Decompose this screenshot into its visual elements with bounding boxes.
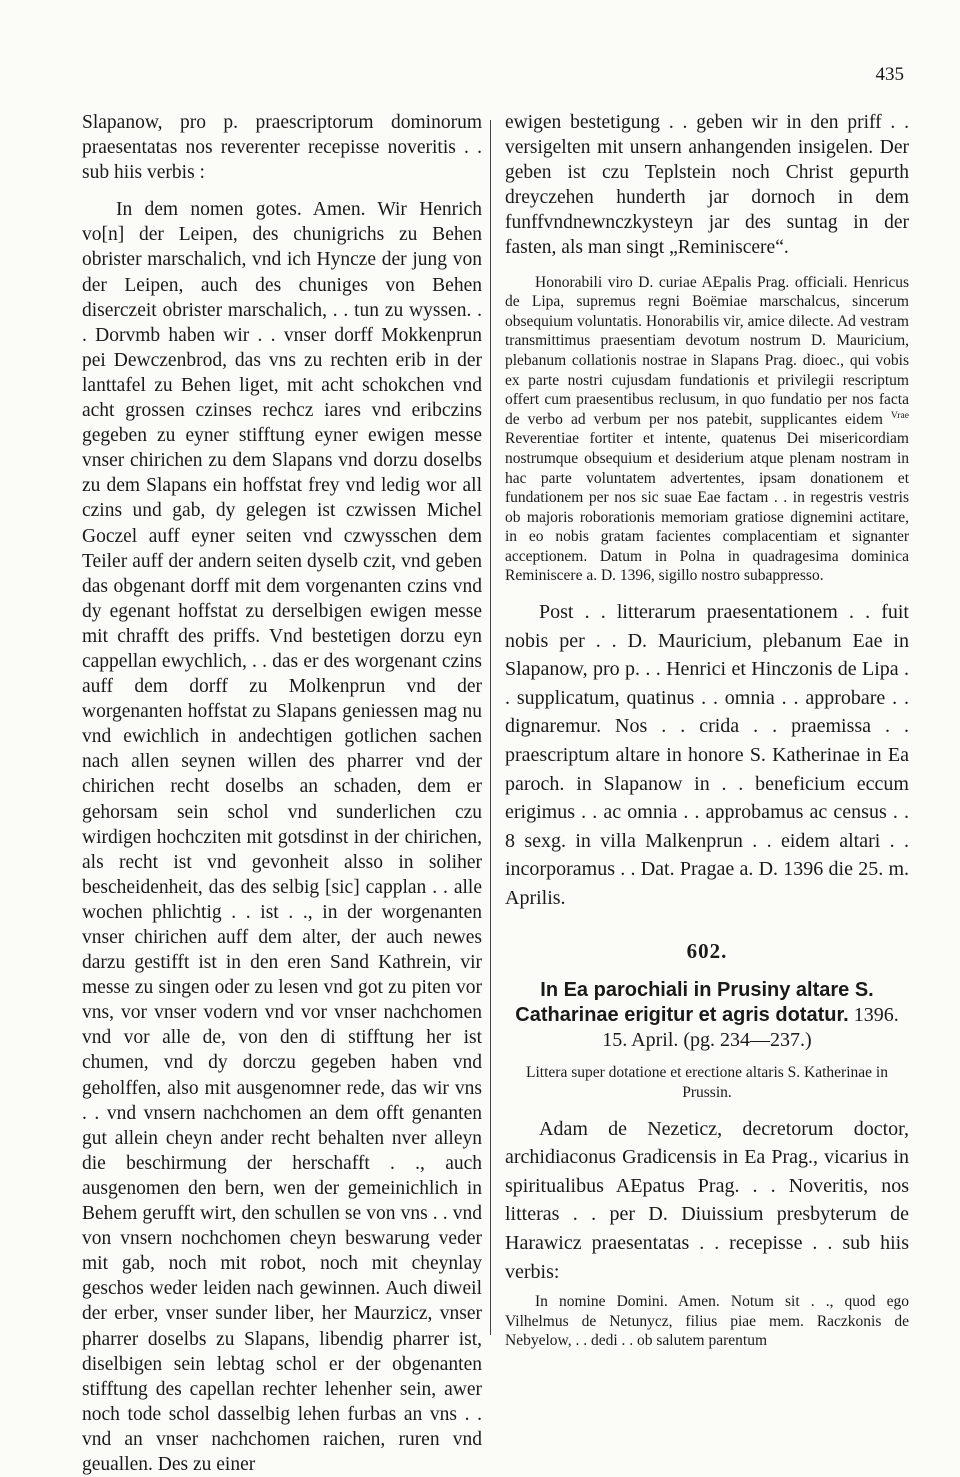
document-heading [505,978,909,1053]
right-paragraph-1: ewigen bestetigung . . geben wir in den priff . . versigelten mit unsern anhangenden insigelen. Der geben ist czu Teplstein noch Christ gepurth dreyczehen hunderth jar dornoch in dem funffvndnewnczkysteyn jar des suntag in der fasten, als man singt „Reminiscere“. [505,112,909,259]
right-paragraph-2-text: Honorabili viro D. curiae AEpalis Prag. officiali. Henricus de Lipa, supremus regni Boëmiae marschalcus, sincerum obsequium voluntatis. Honorabilis vir, amice dilecte. Ad vestram transmittimus praesentiam devotum nostrum D. Mauricium, plebanum collationis nostrae in Slapans Prag. dioec., qui vobis ex parte nostri cujusdam fundationis et privilegii rescriptum offert cum praesentibus reclusum, in quo fundatio per nos facta de verbo ad verbum per nos patebit, supplicantes eidem [505,273,909,428]
document-caption: Littera super dotatione et erectione altaris S. Katherinae in Prussin. [526,1063,888,1101]
left-column [82,110,482,1477]
page-number: 435 [875,64,904,85]
right-paragraph-2 [505,273,909,587]
right-paragraph-4: Adam de Nezeticz, decretorum doctor, archidiaconus Gradicensis in Ea Prag., vicarius in spiritualibus AEpatus Prag. . . Noveritis, nos litteras . . per D. Diuissium presbyterum de Harawicz praesentatas . . recepisse . . sub hiis verbis: [505,1117,909,1283]
document-heading-date: 1396. 15. April. (pg. 234—237.) [602,1003,899,1051]
superscript-vrae: Vrae [890,409,909,421]
document-number: 602. [686,938,728,963]
right-column [505,110,909,1351]
document-heading-title: In Ea parochiali in Prusiny altare S. Catharinae erigitur et agris dotatur. [515,978,874,1026]
right-paragraph-3: Post . . litterarum praesentationem . . fuit nobis per . . D. Mauricium, plebanum Eae in Slapanow, pro p. . . Henrici et Hinczonis de Lipa . . supplicatum, quatinus . . omnia . . approbare . . dignaremur. Nos . . crida . . praemissa . . praescriptum altare in honore S. Katherinae in Ea paroch. in Slapanow in . . beneficium eccum erigimus . . ac omnia . . approbamus ac census . . 8 sexg. in villa Malkenprun . . eidem altari . . incorporamus . . Dat. Pragae a. D. 1396 die 25. m. Aprilis. [505,601,909,909]
right-paragraph-2-tail: Reverentiae fortiter et intente, quatenus Dei misericordiam nostrumque obsequium et desiderium atque plenam nostram in hac parte voluntatem advertentes, ipsam donationem et fundationem per nos sic suae Eae factam . . in regestris vestris ob majoris roborationis memoriam gratiose dignemini actitare, in eo nobis gratam facientes complacentiam et signanter acceptionem. Datum in Polna in quadragesima dominica Reminiscere a. D. 1396, sigillo nostro subappresso. [505,430,909,585]
column-divider [490,120,491,1335]
left-paragraph-2: In dem nomen gotes. Amen. Wir Henrich vo[n] der Leipen, des chunigrichs zu Behen obrister marschalich, vnd ich Hyncze der jung von der Leipen, auch des chuniges von Behen diserczeit obrister marschalich, . . tun zu wyssen. . . Dorvmb haben wir . . vnser dorff Mokkenprun pei Dewczenbrod, das vns zu rechten erib in der lanttafel zu Behen liget, mit acht schokchen vnd acht grossen czinses rechcz iares vnd eribczins gegeben zu eyner stifftung eyner ewigen messe vnser chirichen zu dem Slapans vnd dorzu doselbs zu dem Slapans ein hoffstat frey vnd ledig wor all czins und gab, dy gelegen ist czwissen Michel Goczel auff eyner seiten vnd czwysschen dem Teiler auff der andern seiten dyselb czit, vnd geben das obgenant dorff mit dem vorgenanten czins vnd dy egenant hoffstat zu derselbigen ewigen messe mit chrafft des priffs. Vnd bestetigen dorzu eyn cappellan ewychlich, . . das er des worgenant czins auff dem dorff zu Molkenprun vnd der worgenanten hoffstat zu Slapans geniessen mag nu vnd ewichlich in andechtigen gotlichen sachen nach allen seynen willen des pharrer vnd der chirichen recht doselbs an schaden, dem er gehorsam sein schol vnd sunderlichen czu wirdigen hochcziten mit gotsdinst in der chirichen, als recht ist vnd gevonheit alsso in soliher bescheidenheit, das des selbig [sic] capplan . . alle wochen phlichtig . . ist . ., in der worgenanten vnser chirichen auff dem alter, der auch newes darzu gestifft ist in den eren Sand Kathrein, vir messe zu singen oder zu lesen vnd got zu piten vor vns, vor vnser vodern vnd vor vnser nachchomen vnd vor alle de, von den di stifftung her ist chumen, vnd dy dorczu gegeben haben vnd geholffen, also mit ausgenomner rede, das wir vns . . vnd vnsern nachchomen an dem offt genanten gut allein cheyn ander recht behalten nver alleyn die beschirmung der herschafft . ., auch ausgenomen den bern, wen der gemeinichlich in Behem gerufft wirt, den schullen se von vns . . vnd von vnsern nochchomen cheyn beswarung veder mit gab, noch mit robot, noch mit cheynlay geschos weder leiden nach gewinnen. Auch diweil der erber, vnser sunder liber, her Maurzicz, vnser pharrer doselbs zu Slapans, libendig pharrer ist, diselbigen sein lebtag schol er der obgenanten stifftung des capellan rechter lehenher sein, awer noch tode schol dasselbig lehen furbas an vns . . vnd an vnser nachchomen raichen, ruren vnd geuallen. Des zu einer [82,199,482,1475]
left-paragraph-1: Slapanow, pro p. praescriptorum dominorum praesentatas nos reverenter recepisse noveritis . . sub hiis verbis : [82,112,482,184]
right-paragraph-5: In nomine Domini. Amen. Notum sit . ., quod ego Vilhelmus de Netunycz, filius piae mem. Raczkonis de Nebyelow, . . dedi . . ob salutem parentum [505,1293,909,1350]
